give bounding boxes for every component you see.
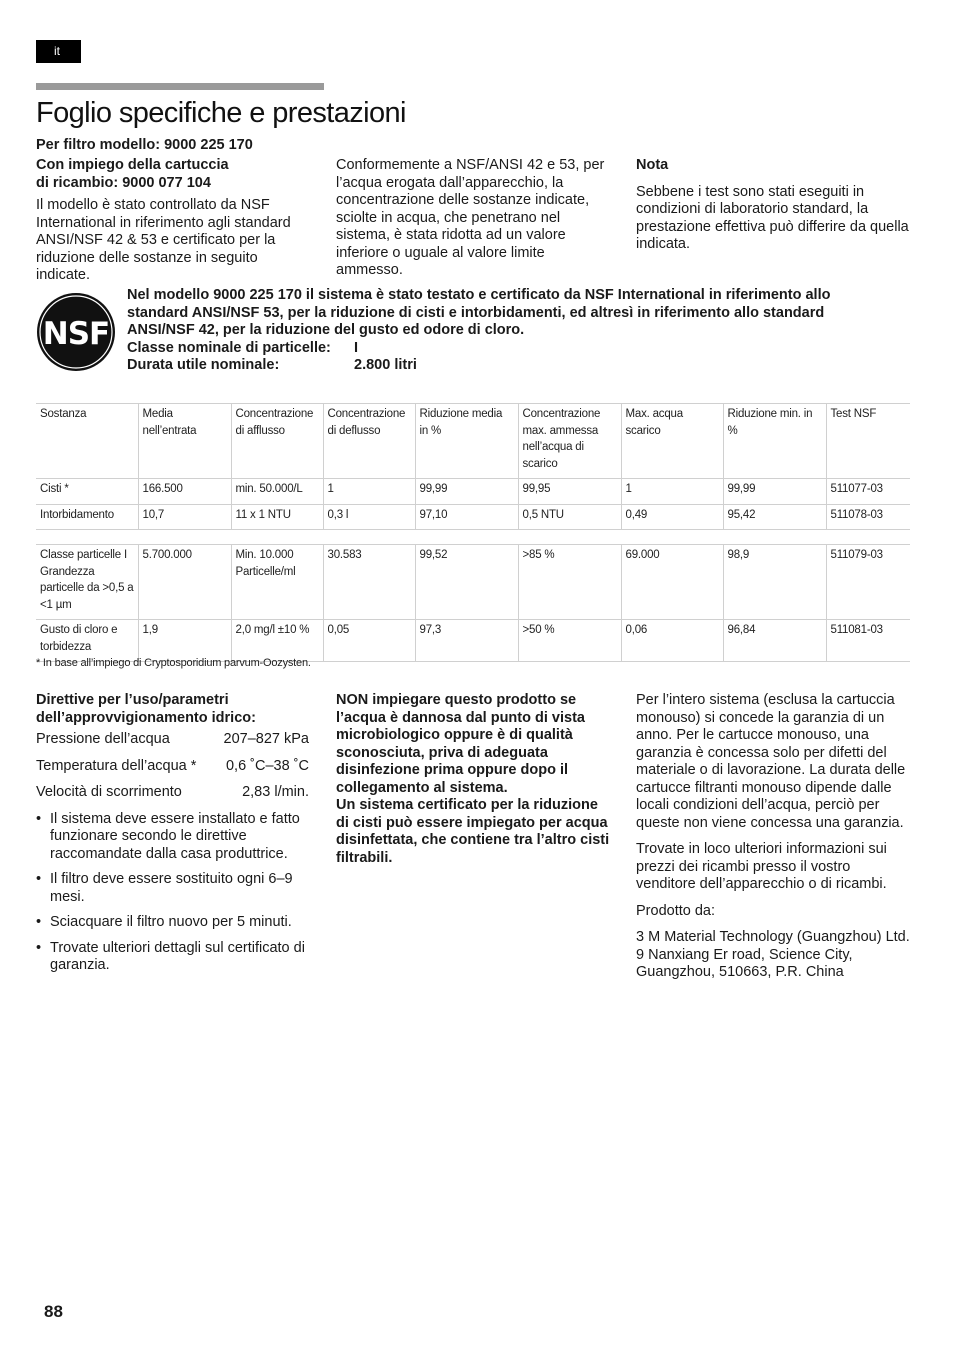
param-label: Temperatura dell’acqua * [36,757,197,774]
performance-table [36,403,910,662]
nsf-line-1: Nel modello 9000 225 170 il sistema è stato testato e certificato da NSF International in riferimento allo [127,287,831,303]
table-cell: Intorbidamento [36,504,138,530]
param-label: Velocità di scorrimento [36,784,182,800]
page-number: 88 [44,1302,63,1321]
particle-class-row [127,340,917,358]
table-cell: Gusto di cloro e torbidezza [36,620,138,662]
header-cell: Riduzione min. in % [723,404,826,479]
replacement-cartridge-heading-1: Con impiego della cartuccia [36,157,229,173]
header-cell: Riduzione media in % [415,404,518,479]
table-cell: 1 [323,479,415,505]
replacement-cartridge-heading-2: di ricambio: 9000 077 104 [36,174,211,191]
table-cell: 166.500 [138,479,231,505]
table-cell: 30.583 [323,545,415,620]
warranty-text: Per l’intero sistema (esclusa la cartuccia monouso) si concede la garanzia di un anno. Per le cartucce monouso, una garanzia è concessa solo per difetti del materiale o di lavorazione. La durata delle cartucce filtranti monouso dipende dalle locali condizioni dell’acqua, perciò per queste non viene concessa una garanzia. [636,692,906,831]
table-cell: Cisti * [36,479,138,505]
param-value: 207–827 kPa [223,731,309,747]
header-cell: Media nell’entrata [138,404,231,479]
table-cell: 511078-03 [826,504,910,530]
note-text: Sebbene i test sono stati eseguiti in condizioni di laboratorio standard, la prestazione effettiva può differire da quella indicata. [636,183,909,252]
table-cell: 0,05 [323,620,415,662]
table-cell: 1,9 [138,620,231,662]
manufacturer-address: 9 Nanxiang Er road, Science City, Guangzhou, 510663, P.R. China [636,946,853,980]
nsf-line-2: standard ANSI/NSF 53, per la riduzione di cisti e intorbidamenti, ed altresì in riferimento allo standard [127,304,825,321]
table-cell: 2,0 mg/l ±10 % [231,620,323,662]
nsf-line-3: ANSI/NSF 42, per la riduzione del gusto ed odore di cloro. [127,322,525,338]
model-line: Per filtro modello: 9000 225 170 [36,137,253,153]
table-cell: min. 50.000/L [231,479,323,505]
header-cell: Max. acqua scarico [621,404,723,479]
warning-column [336,692,611,867]
param-row-flow [36,784,309,802]
table-row [36,545,910,620]
warning-text-2: Un sistema certificato per la riduzione di cisti può essere impiegato per acqua disinfettata, che contiene tra l’altro cisti filtrabili. [336,797,610,866]
nsf-certification-block [127,287,917,375]
warning-text: NON impiegare questo prodotto se l’acqua è dannosa dal punto di vista microbiologico oppure è di qualità sconosciuta, priva di adeguata disinfezione prima oppure dopo il collegamento al sistema. [336,692,585,796]
table-row [36,504,910,530]
table-cell: 11 x 1 NTU [231,504,323,530]
warranty-column [636,692,912,982]
header-cell: Test NSF [826,404,910,479]
service-life-label: Durata utile nominale: [127,357,280,373]
table-cell: 511079-03 [826,545,910,620]
table-cell: 10,7 [138,504,231,530]
table-cell: 0,06 [621,620,723,662]
manufacturer-name: 3 M Material Technology (Guangzhou) Ltd. [636,929,910,945]
table-cell: 97,10 [415,504,518,530]
list-item: • Sciacquare il filtro nuovo per 5 minuti. [36,914,310,932]
language-tag: it [36,40,81,63]
list-item: • Trovate ulteriori dettagli sul certificato di garanzia. [36,940,310,975]
param-value: 0,6 ˚C–38 ˚C [225,757,309,774]
table-cell: 511081-03 [826,620,910,662]
header-cell: Concentrazione di deflusso [323,404,415,479]
usage-heading-2: dell’approvvigionamento idrico: [36,709,256,726]
header-cell: Sostanza [36,404,138,479]
table-cell: 5.700.000 [138,545,231,620]
table-cell: Min. 10.000 Particelle/ml [231,545,323,620]
nsf-logo-text: NSF [42,316,110,352]
table-spacer [36,530,910,545]
table-cell: 95,42 [723,504,826,530]
table-cell: Classe particelle I Grandezza particelle da >0,5 a <1 µm [36,545,138,620]
table-cell: >50 % [518,620,621,662]
table-cell: 99,99 [415,479,518,505]
intro-column-1 [36,157,316,285]
table-cell: 99,95 [518,479,621,505]
table-cell: 1 [621,479,723,505]
header-cell: Concentrazione max. ammessa nell’acqua di scarico [518,404,621,479]
certification-text: Il modello è stato controllato da NSF International in riferimento agli standard ANSI/NSF 42 & 53 e certificato per la riduzione delle sostanze in seguito indicate. [36,197,291,283]
header-cell: Concentrazione di afflusso [231,404,323,479]
table-row [36,479,910,505]
service-life-value: 2.800 litri [354,357,417,373]
param-row-temperature [36,758,309,776]
table-cell: 0,3 l [323,504,415,530]
table-cell: 98,9 [723,545,826,620]
table-cell: 97,3 [415,620,518,662]
table-cell: 0,49 [621,504,723,530]
param-value: 2,83 l/min. [242,784,309,800]
list-item: • Il sistema deve essere installato e fatto funzionare secondo le direttive raccomandate dalla casa produttrice. [36,811,310,864]
table-cell: >85 % [518,545,621,620]
service-life-row [127,357,917,375]
table-cell: 96,84 [723,620,826,662]
nsf-conformity-text: Conformemente a NSF/ANSI 42 e 53, per l’acqua erogata dall’apparecchio, la concentrazione delle sostanze indicate, sciolte in acqua, che penetrano nel sistema, è stata ridotta ad un valore inferiore o uguale al valore limite ammesso. [336,157,605,278]
table-header-row [36,404,910,479]
nsf-logo [36,292,116,372]
table-cell: 99,52 [415,545,518,620]
param-label: Pressione dell’acqua [36,731,170,747]
usage-bullet-list [36,811,316,975]
param-row-pressure [36,731,309,749]
note-heading: Nota [636,157,669,173]
table-cell: 0,5 NTU [518,504,621,530]
usage-column [36,692,316,983]
table-cell: 99,99 [723,479,826,505]
intro-column-3 [636,157,912,254]
table-cell: 511077-03 [826,479,910,505]
spare-parts-text: Trovate in loco ulteriori informazioni sui prezzi dei ricambi presso il vostro venditore dell’apparecchio o di ricambi. [636,841,887,892]
table-footnote: * In base all’impiego di Cryptosporidium parvum-Oozysten. [36,657,311,669]
list-item: • Il filtro deve essere sostituito ogni 6–9 mesi. [36,871,310,906]
title-rule [36,83,324,90]
page-title: Foglio specifiche e prestazioni [36,97,406,129]
particle-class-value: I [354,339,359,356]
usage-heading-1: Direttive per l’uso/parametri [36,692,229,708]
table-cell: 69.000 [621,545,723,620]
intro-column-2 [336,157,611,280]
manufacturer-heading: Prodotto da: [636,902,715,919]
particle-class-label: Classe nominale di particelle: [127,339,331,356]
